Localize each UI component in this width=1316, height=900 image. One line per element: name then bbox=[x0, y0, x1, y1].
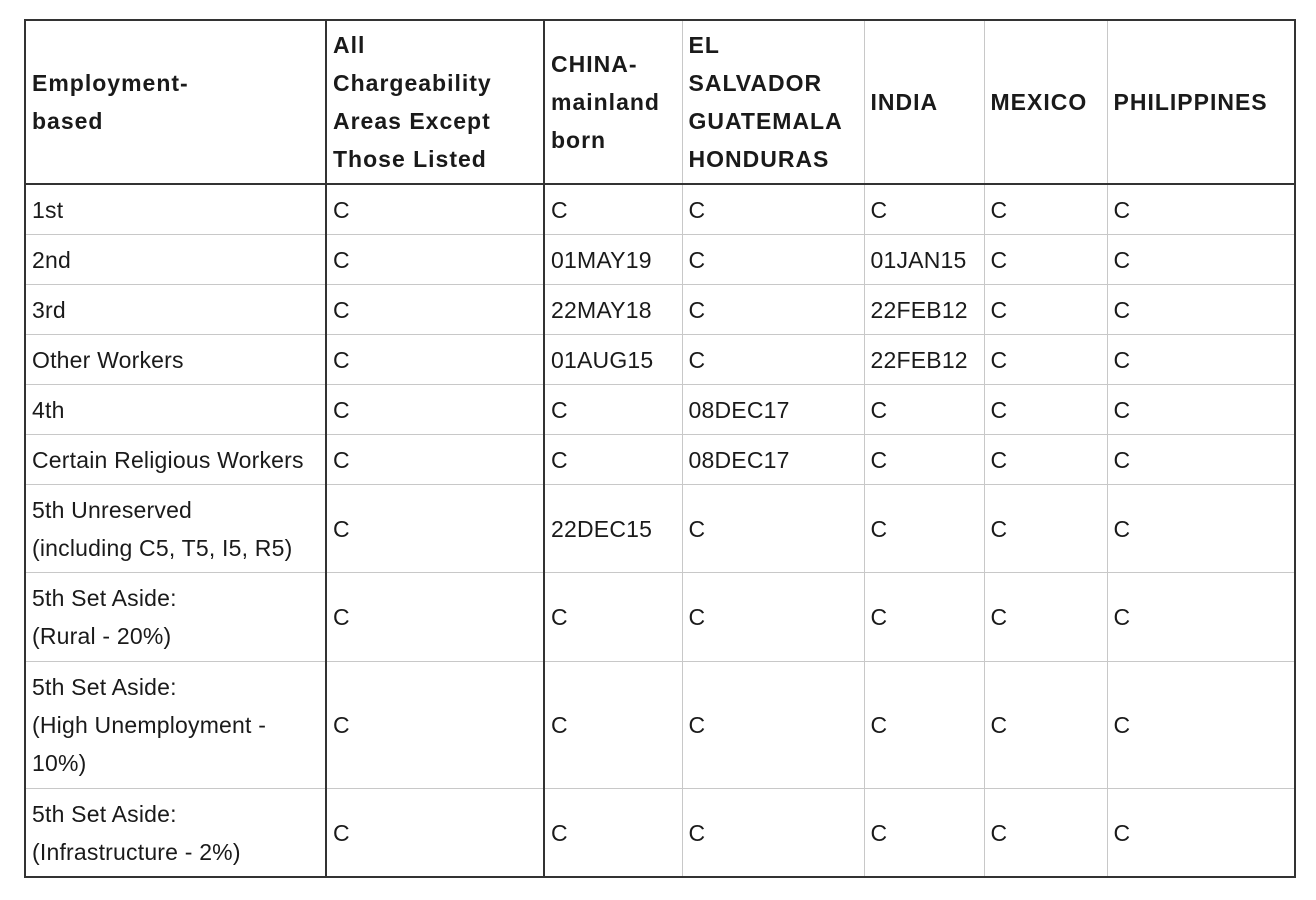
cell-el-salvador: C bbox=[682, 573, 864, 662]
cell-china: C bbox=[544, 573, 682, 662]
row-label: 5th Set Aside: (Infrastructure - 2%) bbox=[25, 789, 326, 878]
cell-india: 22FEB12 bbox=[864, 335, 984, 385]
cell-all-chargeability: C bbox=[326, 485, 544, 573]
cell-china: 01AUG15 bbox=[544, 335, 682, 385]
cell-mexico: C bbox=[984, 335, 1107, 385]
table-row bbox=[25, 789, 1295, 878]
cell-all-chargeability: C bbox=[326, 435, 544, 485]
table-row bbox=[25, 485, 1295, 573]
cell-el-salvador: C bbox=[682, 485, 864, 573]
cell-all-chargeability: C bbox=[326, 385, 544, 435]
table-row bbox=[25, 235, 1295, 285]
cell-all-chargeability: C bbox=[326, 184, 544, 235]
cell-india: 01JAN15 bbox=[864, 235, 984, 285]
cell-all-chargeability: C bbox=[326, 235, 544, 285]
cell-china: C bbox=[544, 385, 682, 435]
cell-all-chargeability: C bbox=[326, 662, 544, 789]
cell-india: C bbox=[864, 789, 984, 878]
cell-china: C bbox=[544, 662, 682, 789]
cell-india: C bbox=[864, 485, 984, 573]
row-label: 5th Unreserved (including C5, T5, I5, R5) bbox=[25, 485, 326, 573]
header-el-salvador-guatemala-honduras: EL SALVADOR GUATEMALA HONDURAS bbox=[682, 20, 864, 184]
cell-all-chargeability: C bbox=[326, 573, 544, 662]
cell-china: 22MAY18 bbox=[544, 285, 682, 335]
header-employment-based: Employment- based bbox=[25, 20, 326, 184]
table-row bbox=[25, 335, 1295, 385]
cell-mexico: C bbox=[984, 573, 1107, 662]
cell-mexico: C bbox=[984, 789, 1107, 878]
row-label: 4th bbox=[25, 385, 326, 435]
cell-el-salvador: C bbox=[682, 789, 864, 878]
cell-mexico: C bbox=[984, 385, 1107, 435]
cell-all-chargeability: C bbox=[326, 789, 544, 878]
cell-china: 22DEC15 bbox=[544, 485, 682, 573]
cell-india: C bbox=[864, 184, 984, 235]
cell-philippines: C bbox=[1107, 789, 1295, 878]
cell-all-chargeability: C bbox=[326, 285, 544, 335]
header-philippines: PHILIPPINES bbox=[1107, 20, 1295, 184]
cell-india: 22FEB12 bbox=[864, 285, 984, 335]
cell-el-salvador: 08DEC17 bbox=[682, 385, 864, 435]
row-label: 1st bbox=[25, 184, 326, 235]
cell-india: C bbox=[864, 385, 984, 435]
row-label: Certain Religious Workers bbox=[25, 435, 326, 485]
cell-india: C bbox=[864, 662, 984, 789]
cell-philippines: C bbox=[1107, 285, 1295, 335]
employment-visa-bulletin-table bbox=[24, 19, 1296, 878]
cell-el-salvador: C bbox=[682, 235, 864, 285]
table-row bbox=[25, 573, 1295, 662]
cell-china: C bbox=[544, 789, 682, 878]
row-label: 3rd bbox=[25, 285, 326, 335]
cell-philippines: C bbox=[1107, 385, 1295, 435]
cell-mexico: C bbox=[984, 435, 1107, 485]
cell-china: C bbox=[544, 435, 682, 485]
row-label: 5th Set Aside: (Rural - 20%) bbox=[25, 573, 326, 662]
cell-all-chargeability: C bbox=[326, 335, 544, 385]
cell-mexico: C bbox=[984, 485, 1107, 573]
cell-el-salvador: C bbox=[682, 184, 864, 235]
table-row bbox=[25, 385, 1295, 435]
table-row bbox=[25, 435, 1295, 485]
header-all-chargeability: All Chargeability Areas Except Those Listed bbox=[326, 20, 544, 184]
row-label: 2nd bbox=[25, 235, 326, 285]
cell-el-salvador: 08DEC17 bbox=[682, 435, 864, 485]
cell-philippines: C bbox=[1107, 435, 1295, 485]
cell-philippines: C bbox=[1107, 235, 1295, 285]
table-row bbox=[25, 662, 1295, 789]
cell-el-salvador: C bbox=[682, 662, 864, 789]
cell-el-salvador: C bbox=[682, 335, 864, 385]
cell-mexico: C bbox=[984, 662, 1107, 789]
cell-mexico: C bbox=[984, 184, 1107, 235]
header-china: CHINA- mainland born bbox=[544, 20, 682, 184]
cell-mexico: C bbox=[984, 285, 1107, 335]
cell-el-salvador: C bbox=[682, 285, 864, 335]
cell-philippines: C bbox=[1107, 485, 1295, 573]
table-row bbox=[25, 285, 1295, 335]
cell-philippines: C bbox=[1107, 335, 1295, 385]
cell-philippines: C bbox=[1107, 662, 1295, 789]
header-row bbox=[25, 20, 1295, 184]
cell-philippines: C bbox=[1107, 184, 1295, 235]
header-mexico: MEXICO bbox=[984, 20, 1107, 184]
row-label: 5th Set Aside: (High Unemployment - 10%) bbox=[25, 662, 326, 789]
table-row bbox=[25, 184, 1295, 235]
row-label: Other Workers bbox=[25, 335, 326, 385]
cell-china: 01MAY19 bbox=[544, 235, 682, 285]
cell-china: C bbox=[544, 184, 682, 235]
cell-india: C bbox=[864, 435, 984, 485]
cell-philippines: C bbox=[1107, 573, 1295, 662]
cell-mexico: C bbox=[984, 235, 1107, 285]
header-india: INDIA bbox=[864, 20, 984, 184]
cell-india: C bbox=[864, 573, 984, 662]
